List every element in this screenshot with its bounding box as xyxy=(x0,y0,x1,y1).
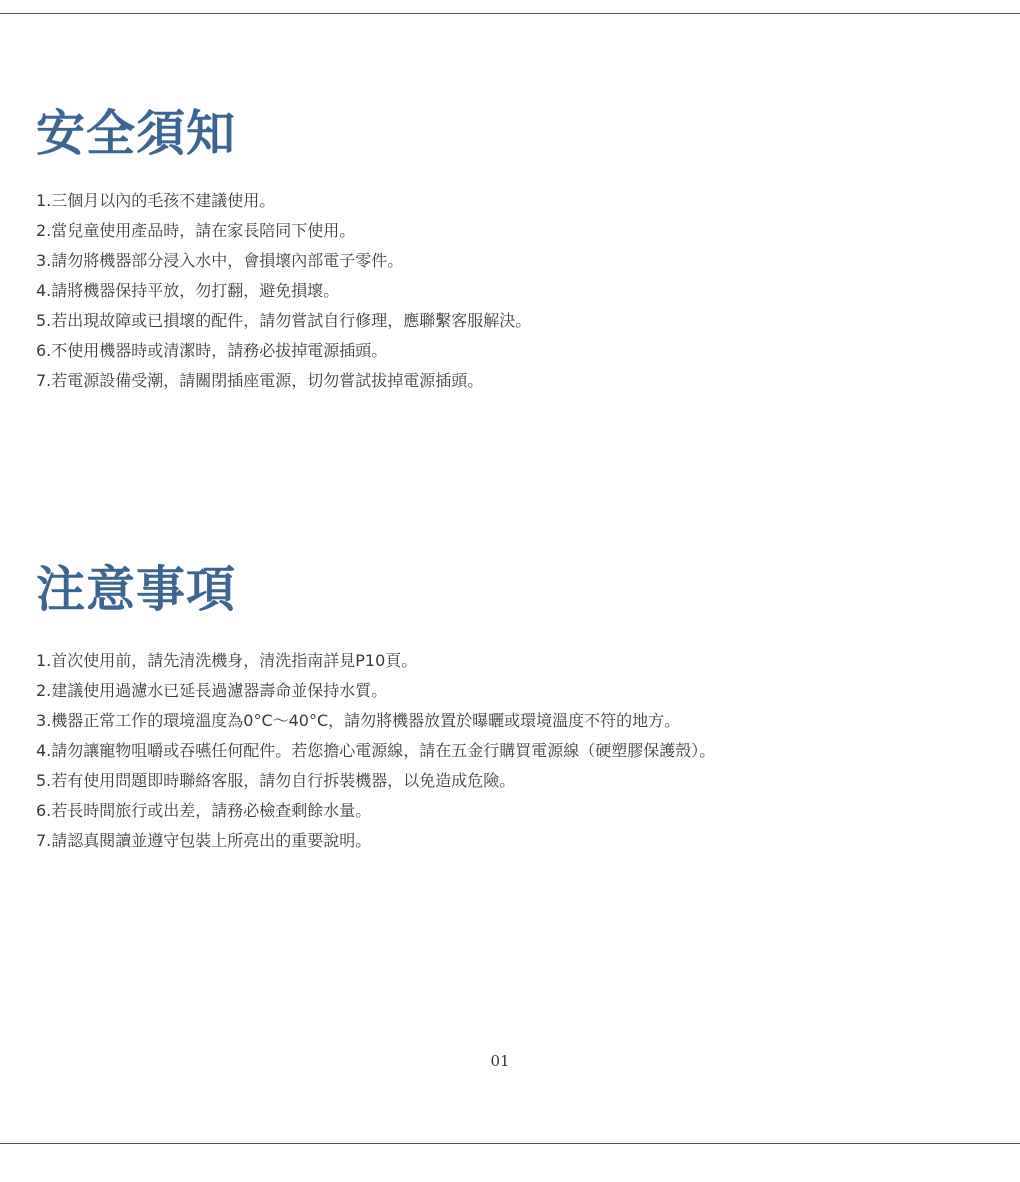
bottom-divider xyxy=(0,1143,1020,1144)
page-number: 01 xyxy=(490,1052,510,1070)
notes-item: 3.機器正常工作的環境溫度為0°C～40°C，請勿將機器放置於曝曬或環境溫度不符的地方。 xyxy=(36,711,681,730)
notes-list xyxy=(36,646,996,856)
top-divider xyxy=(0,13,1020,14)
safety-list xyxy=(36,186,996,396)
notes-heading: 注意事項 xyxy=(36,561,237,618)
safety-item: 5.若出現故障或已損壞的配件，請勿嘗試自行修理，應聯繫客服解決。 xyxy=(36,311,532,330)
notes-item: 6.若長時間旅行或出差，請務必檢查剩餘水量。 xyxy=(36,801,372,820)
safety-item: 3.請勿將機器部分浸入水中，會損壞內部電子零件。 xyxy=(36,251,404,270)
safety-section xyxy=(36,104,996,396)
notes-item: 5.若有使用問題即時聯絡客服，請勿自行拆裝機器，以免造成危險。 xyxy=(36,771,516,790)
safety-item: 4.請將機器保持平放，勿打翻，避免損壞。 xyxy=(36,281,340,300)
safety-heading: 安全須知 xyxy=(36,105,237,162)
safety-item: 2.當兒童使用產品時，請在家長陪同下使用。 xyxy=(36,221,356,240)
notes-item: 1.首次使用前，請先清洗機身，清洗指南詳見P10頁。 xyxy=(36,651,418,670)
safety-item: 7.若電源設備受潮，請關閉插座電源，切勿嘗試拔掉電源插頭。 xyxy=(36,371,484,390)
safety-item: 1.三個月以內的毛孩不建議使用。 xyxy=(36,191,276,210)
notes-item: 7.請認真閱讀並遵守包裝上所亮出的重要說明。 xyxy=(36,831,372,850)
safety-item: 6.不使用機器時或清潔時，請務必拔掉電源插頭。 xyxy=(36,341,388,360)
notes-section xyxy=(36,560,996,856)
notes-item: 4.請勿讓寵物咀嚼或吞嚥任何配件。若您擔心電源線，請在五金行購買電源線（硬塑膠保護殼）。 xyxy=(36,741,716,760)
notes-item: 2.建議使用過濾水已延長過濾器壽命並保持水質。 xyxy=(36,681,388,700)
